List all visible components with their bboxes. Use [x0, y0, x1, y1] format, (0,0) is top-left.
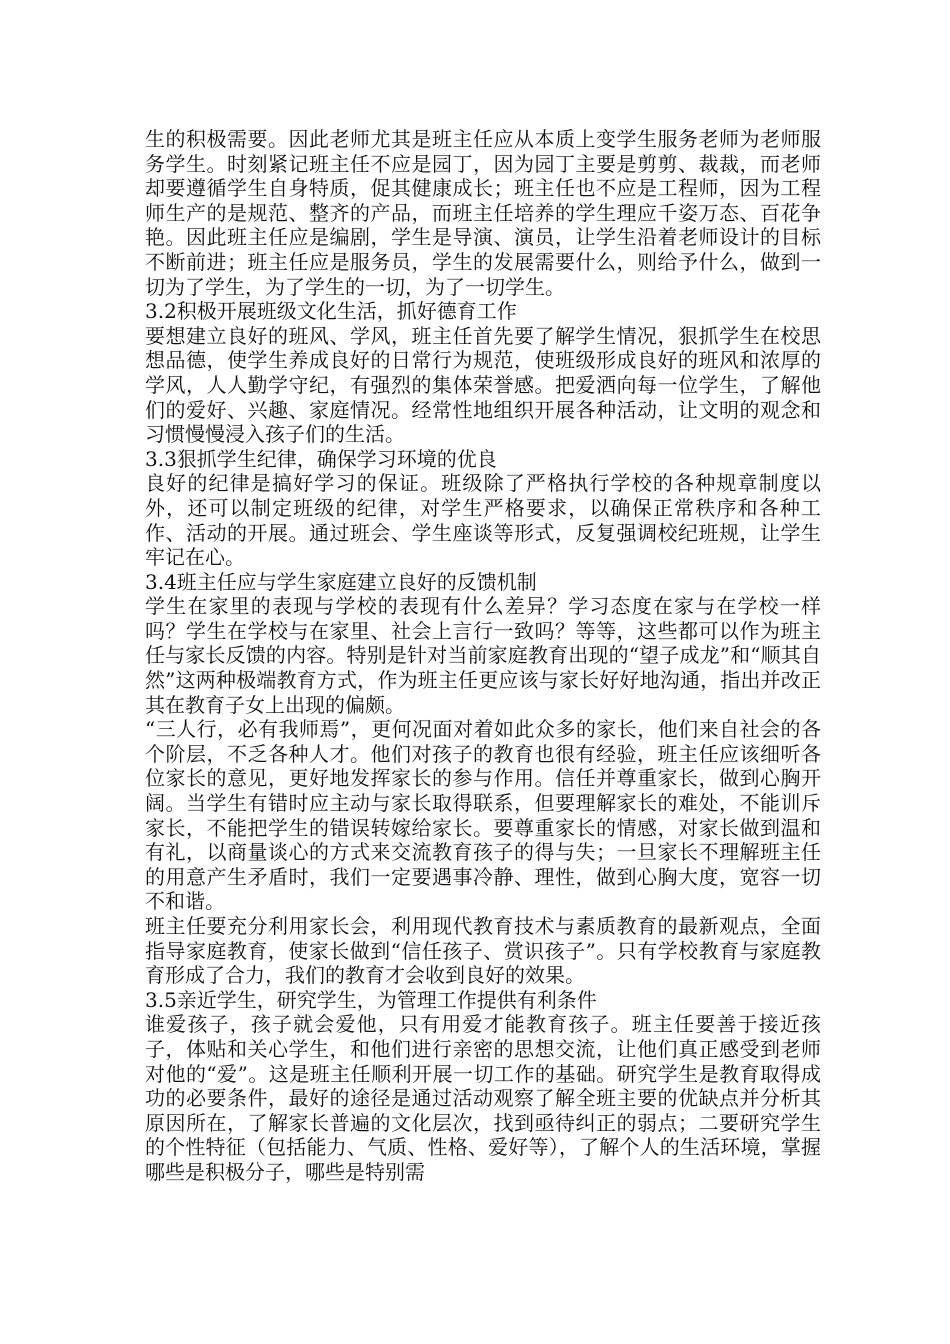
- body-paragraph: 班主任要充分利用家长会，利用现代教育技术与素质教育的最新观点，全面指导家庭教育，使家长做到“信任孩子、赏识孩子”。只有学校教育与家庭教育形成了合力，我们的教育才会收到良好的效果。: [145, 914, 821, 988]
- section-heading: 3.2积极开展班级文化生活，抓好德育工作: [145, 299, 517, 324]
- body-paragraph: “三人行，必有我师焉”，更何况面对着如此众多的家长，他们来自社会的各个阶层，不乏各种人才。他们对孩子的教育也很有经验，班主任应该细听各位家长的意见，更好地发挥家长的参与作用。信任并尊重家长，做到心胸开阔。当学生有错时应主动与家长取得联系，但要理解家长的难处，不能训斥家长，不能把学生的错误转嫁给家长。要尊重家长的情感，对家长做到温和有礼，以商量谈心的方式来交流教育孩子的得与失；一旦家长不理解班主任的用意产生矛盾时，我们一定要遇事冷静、理性，做到心胸大度，宽容一切不和谐。: [145, 717, 821, 914]
- body-paragraph: 谁爱孩子，孩子就会爱他，只有用爱才能教育孩子。班主任要善于接近孩子，体贴和关心学生，和他们进行亲密的思想交流，让他们真正感受到老师对他的“爱”。这是班主任顺利开展一切工作的基础。研究学生是教育取得成功的必要条件，最好的途径是通过活动观察了解全班主要的优缺点并分析其原因所在，了解家长普遍的文化层次，找到亟待纠正的弱点；二要研究学生的个性特征（包括能力、气质、性格、爱好等），了解个人的生活环境，掌握哪些是积极分子，哪些是特别需: [145, 1012, 821, 1184]
- body-paragraph: 生的积极需要。因此老师尤其是班主任应从本质上变学生服务老师为老师服务学生。时刻紧记班主任不应是园丁，因为园丁主要是剪剪、裁裁，而老师却要遵循学生自身特质，促其健康成长；班主任也不应是工程师，因为工程师生产的是规范、整齐的产品，而班主任培养的学生理应千姿万态、百花争艳。因此班主任应是编剧，学生是导演、演员，让学生沿着老师设计的目标不断前进；班主任应是服务员，学生的发展需要什么，则给予什么，做到一切为了学生，为了学生的一切，为了一切学生。: [145, 127, 821, 299]
- body-paragraph: 良好的纪律是搞好学习的保证。班级除了严格执行学校的各种规章制度以外，还可以制定班级的纪律，对学生严格要求，以确保正常秩序和各种工作、活动的开展。通过班会、学生座谈等形式，反复强调校纪班规，让学生牢记在心。: [145, 471, 821, 570]
- section-heading: 3.5亲近学生，研究学生，为管理工作提供有利条件: [145, 987, 597, 1012]
- section-heading: 3.4班主任应与学生家庭建立良好的反馈机制: [145, 569, 537, 594]
- section-heading: 3.3狠抓学生纪律，确保学习环境的优良: [145, 446, 497, 471]
- document-page: [145, 127, 821, 1185]
- body-paragraph: 学生在家里的表现与学校的表现有什么差异？学习态度在家与在学校一样吗？学生在学校与在家里、社会上言行一致吗？等等，这些都可以作为班主任与家长反馈的内容。特别是针对当前家庭教育出现的“望子成龙”和“顺其自然”这两种极端教育方式，作为班主任更应该与家长好好地沟通，指出并改正其在教育子女上出现的偏颇。: [145, 594, 821, 717]
- body-paragraph: 要想建立良好的班风、学风，班主任首先要了解学生情况，狠抓学生在校思想品德，使学生养成良好的日常行为规范，使班级形成良好的班风和浓厚的学风，人人勤学守纪，有强烈的集体荣誉感。把爱洒向每一位学生，了解他们的爱好、兴趣、家庭情况。经常性地组织开展各种活动，让文明的观念和习惯慢慢浸入孩子们的生活。: [145, 323, 821, 447]
